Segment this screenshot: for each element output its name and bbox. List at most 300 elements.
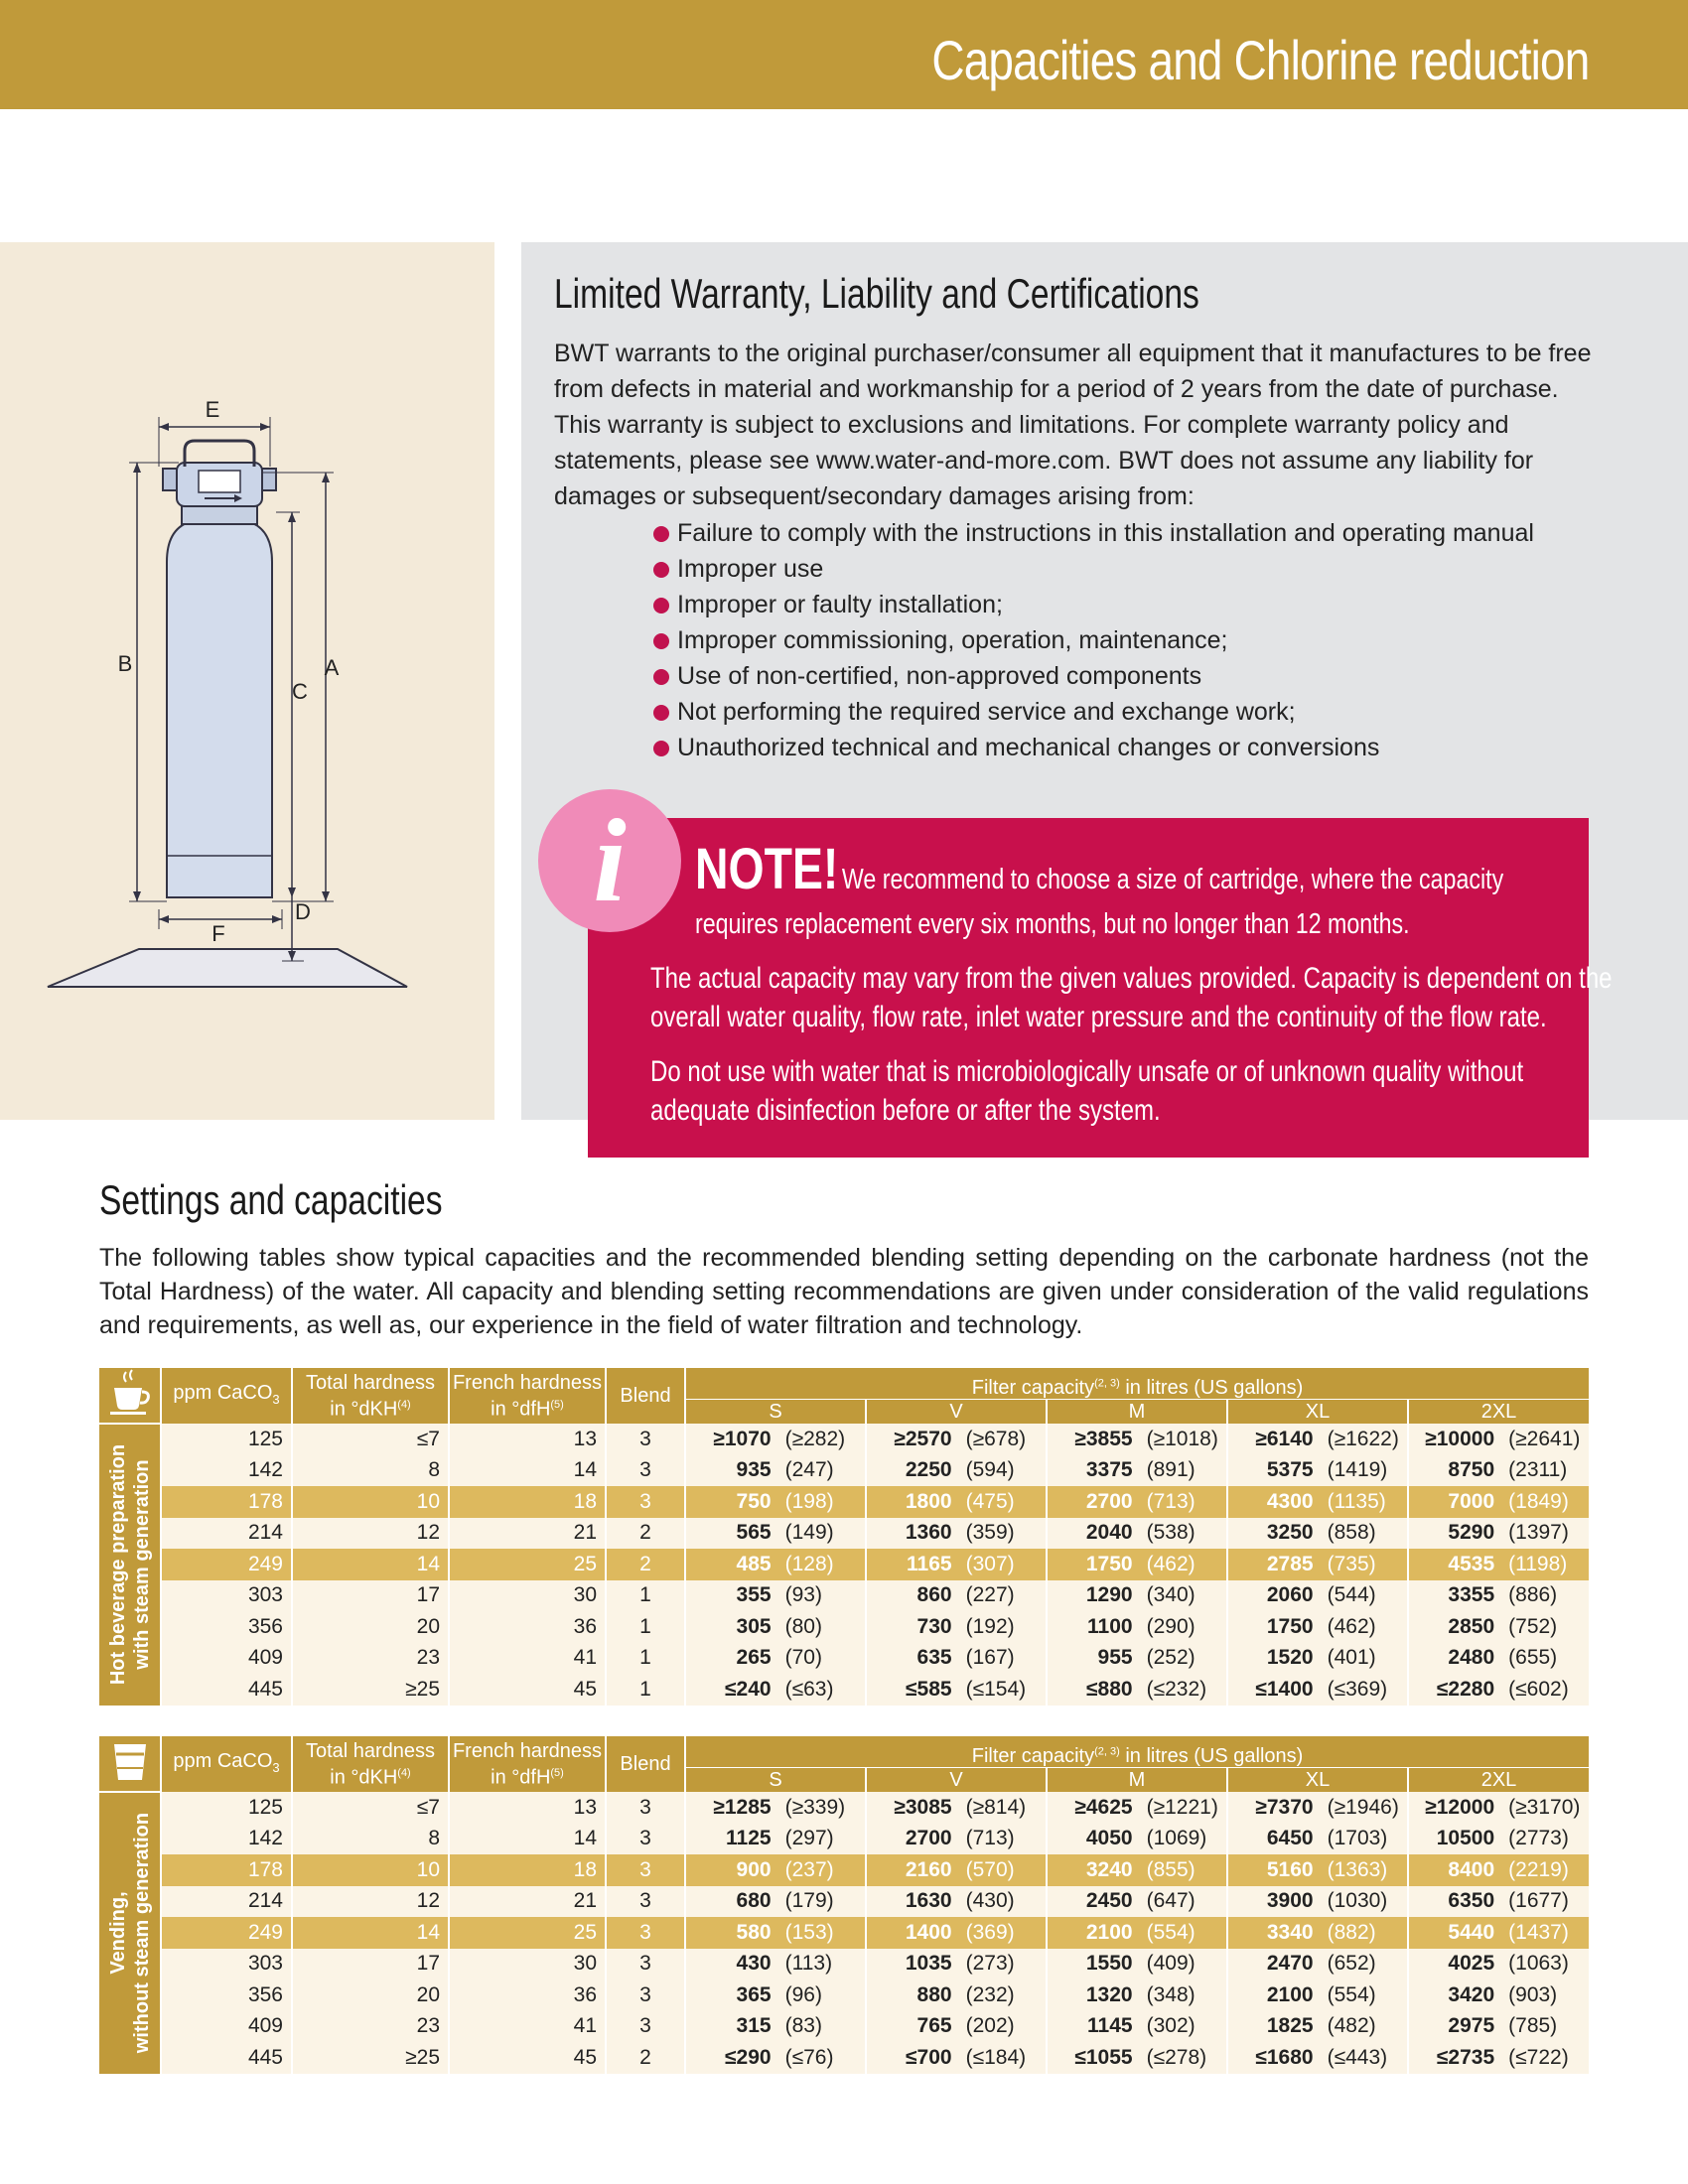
capacity-litres: 1550	[1085, 1952, 1133, 1976]
dkh-cell: ≤7	[292, 1424, 449, 1455]
size-header-m: M	[1047, 1400, 1227, 1424]
capacity-gallons: (≤154)	[965, 1677, 1027, 1701]
capacity-cell	[685, 1518, 866, 1550]
capacity-litres: 860	[916, 1583, 952, 1607]
capacity-cell	[1047, 2011, 1227, 2043]
note-para1-line1: The actual capacity may vary from the given values provided. Capacity is dependent on the	[650, 962, 1613, 995]
capacity-cell	[1227, 1917, 1408, 1949]
capacity-cell	[1047, 1792, 1227, 1824]
capacity-litres: 880	[916, 1982, 952, 2006]
capacity-gallons: (≤63)	[784, 1677, 834, 1701]
capacity-gallons: (1069)	[1146, 1827, 1207, 1850]
side-label-line: Vending,	[106, 1891, 129, 1975]
capacity-litres: ≤1680	[1255, 2045, 1314, 2069]
capacity-litres: 3420	[1448, 1982, 1495, 2006]
capacity-cell	[1047, 1917, 1227, 1949]
blend-cell: 3	[606, 1424, 685, 1455]
capacity-litres: 5375	[1266, 1458, 1314, 1482]
table-row	[99, 1549, 1589, 1580]
capacity-gallons: (≤184)	[965, 2045, 1027, 2069]
capacity-gallons: (647)	[1146, 1889, 1196, 1913]
capacity-cell	[1408, 1792, 1589, 1824]
capacity-litres: 1360	[905, 1521, 952, 1545]
capacity-gallons: (713)	[1146, 1489, 1196, 1513]
capacity-litres: ≥3855	[1074, 1427, 1133, 1450]
ppm-cell: 142	[161, 1824, 292, 1855]
capacity-gallons: (2311)	[1508, 1458, 1568, 1482]
capacity-cell	[866, 1917, 1047, 1949]
capacity-gallons: (855)	[1146, 1857, 1196, 1881]
capacity-cell	[1408, 1549, 1589, 1580]
ppm-cell: 142	[161, 1455, 292, 1487]
capacity-gallons: (1198)	[1508, 1552, 1568, 1575]
bullet-item: Improper use	[653, 551, 1534, 587]
dfh-cell: 36	[449, 1979, 606, 2011]
bullet-item: Improper commissioning, operation, maintenance;	[653, 622, 1534, 658]
capacity-litres: 10500	[1436, 1827, 1495, 1850]
note-line-2: requires replacement every six months, but no longer than 12 months.	[695, 908, 1410, 940]
capacity-litres: 680	[736, 1889, 772, 1913]
bullet-item: Failure to comply with the instructions in this installation and operating manual	[653, 515, 1534, 551]
dfh-cell: 30	[449, 1580, 606, 1612]
bullet-dot-icon	[653, 562, 669, 578]
table-row	[99, 1486, 1589, 1518]
capacity-cell	[685, 1580, 866, 1612]
capacity-gallons: (273)	[965, 1952, 1015, 1976]
capacity-gallons: (1063)	[1508, 1952, 1569, 1976]
dkh-cell: 10	[292, 1854, 449, 1886]
capacity-litres: ≤2735	[1436, 2045, 1495, 2069]
capacity-gallons: (96)	[784, 1982, 822, 2006]
capacity-gallons: (179)	[784, 1889, 834, 1913]
capacity-gallons: (153)	[784, 1920, 834, 1944]
capacity-cell	[1408, 2011, 1589, 2043]
blend-cell: 3	[606, 1486, 685, 1518]
capacity-gallons: (544)	[1327, 1583, 1376, 1607]
capacity-gallons: (903)	[1508, 1982, 1558, 2006]
capacity-litres: ≥1070	[713, 1427, 772, 1450]
capacity-gallons: (149)	[784, 1521, 834, 1545]
capacity-gallons: (≤232)	[1146, 1677, 1207, 1701]
vending-cup-icon	[99, 1736, 161, 1792]
capacity-cell	[1227, 1424, 1408, 1455]
capacity-gallons: (482)	[1327, 2014, 1376, 2038]
capacity-cell	[866, 1949, 1047, 1980]
capacity-litres: ≥10000	[1425, 1427, 1495, 1450]
dkh-cell: 12	[292, 1886, 449, 1918]
capacity-litres: ≤700	[906, 2045, 952, 2069]
capacity-litres: 3355	[1448, 1583, 1495, 1607]
dkh-cell: 23	[292, 2011, 449, 2043]
capacity-cell	[1408, 1580, 1589, 1612]
capacity-gallons: (348)	[1146, 1982, 1196, 2006]
capacity-litres: 2450	[1085, 1889, 1133, 1913]
blend-cell: 3	[606, 1886, 685, 1918]
capacity-gallons: (401)	[1327, 1646, 1376, 1670]
blend-cell: 1	[606, 1674, 685, 1706]
capacity-litres: 1290	[1085, 1583, 1133, 1607]
capacity-litres: 765	[916, 2014, 952, 2038]
capacity-litres: 580	[736, 1920, 772, 1944]
capacity-cell	[866, 1792, 1047, 1824]
ppm-cell: 249	[161, 1549, 292, 1580]
french-hardness-header: French hardness in °dfH$^{(5)}$	[449, 1736, 606, 1792]
capacity-gallons: (167)	[965, 1646, 1015, 1670]
dfh-cell: 14	[449, 1824, 606, 1855]
french-hardness-header: French hardness in °dfH$^{(5)}$	[449, 1368, 606, 1424]
ppm-cell: 214	[161, 1518, 292, 1550]
capacity-gallons: (80)	[784, 1614, 822, 1638]
size-header-v: V	[866, 1400, 1047, 1424]
dfh-cell: 13	[449, 1424, 606, 1455]
capacity-cell	[1047, 1486, 1227, 1518]
capacity-cell	[866, 1854, 1047, 1886]
capacity-cell	[685, 1886, 866, 1918]
size-header-2xl: 2XL	[1408, 1400, 1589, 1424]
capacity-gallons: (≥678)	[965, 1427, 1027, 1450]
capacity-gallons: (785)	[1508, 2014, 1558, 2038]
capacity-table-hot-beverage	[99, 1368, 1589, 1706]
capacity-gallons: (≤76)	[784, 2045, 834, 2069]
settings-title: Settings and capacities	[99, 1176, 443, 1223]
capacity-cell	[1047, 1518, 1227, 1550]
capacity-gallons: (93)	[784, 1583, 822, 1607]
dkh-cell: 23	[292, 1643, 449, 1675]
capacity-litres: 2700	[1085, 1489, 1133, 1513]
capacity-litres: 315	[736, 2014, 772, 2038]
capacity-gallons: (1030)	[1327, 1889, 1388, 1913]
cartridge-dimension-diagram	[0, 242, 494, 1120]
capacity-gallons: (128)	[784, 1552, 834, 1575]
capacity-cell	[1227, 1854, 1408, 1886]
warranty-bullet-list	[653, 515, 1534, 765]
blend-cell: 2	[606, 2042, 685, 2074]
capacity-cell	[1408, 1886, 1589, 1918]
capacity-gallons: (192)	[965, 1614, 1015, 1638]
blend-cell: 3	[606, 1917, 685, 1949]
capacity-cell	[1408, 1486, 1589, 1518]
capacity-cell	[1047, 1549, 1227, 1580]
capacity-litres: 935	[736, 1458, 772, 1482]
capacity-litres: ≤1055	[1074, 2045, 1133, 2069]
dim-label-b: B	[117, 651, 133, 676]
capacity-cell	[1227, 1949, 1408, 1980]
capacity-litres: 3240	[1085, 1857, 1133, 1881]
ppm-cell: 303	[161, 1949, 292, 1980]
note-para2-line2: adequate disinfection before or after the system.	[650, 1094, 1161, 1127]
filter-capacity-header: Filter capacity$^{(2, 3)}$ in litres (US gallons)	[685, 1736, 1589, 1768]
capacity-cell	[685, 1643, 866, 1675]
ppm-cell: 178	[161, 1854, 292, 1886]
capacity-litres: 2160	[905, 1857, 952, 1881]
capacity-gallons: (252)	[1146, 1646, 1196, 1670]
capacity-cell	[866, 1455, 1047, 1487]
capacity-gallons: (359)	[965, 1521, 1015, 1545]
dkh-cell: 20	[292, 1611, 449, 1643]
capacity-gallons: (1363)	[1327, 1857, 1388, 1881]
capacity-gallons: (≤602)	[1508, 1677, 1569, 1701]
dkh-cell: 8	[292, 1455, 449, 1487]
capacity-gallons: (462)	[1327, 1614, 1376, 1638]
capacity-litres: 1825	[1266, 2014, 1314, 2038]
capacity-cell	[1408, 1979, 1589, 2011]
capacity-litres: 1750	[1266, 1614, 1314, 1638]
ppm-cell: 356	[161, 1979, 292, 2011]
capacity-litres: 1145	[1087, 2014, 1133, 2038]
capacity-gallons: (198)	[784, 1489, 834, 1513]
capacity-cell	[866, 1549, 1047, 1580]
capacity-litres: 730	[916, 1614, 952, 1638]
table-row	[99, 1580, 1589, 1612]
capacity-gallons: (1703)	[1327, 1827, 1388, 1850]
capacity-cell	[685, 1854, 866, 1886]
capacity-litres: 900	[736, 1857, 772, 1881]
dim-label-c: C	[292, 679, 308, 704]
blend-cell: 2	[606, 1549, 685, 1580]
table-row	[99, 1949, 1589, 1980]
capacity-gallons: (307)	[965, 1552, 1015, 1575]
table-row	[99, 1824, 1589, 1855]
capacity-cell	[685, 1917, 866, 1949]
capacity-cell	[685, 1455, 866, 1487]
capacity-cell	[1047, 1580, 1227, 1612]
capacity-gallons: (≥3170)	[1508, 1795, 1581, 1819]
capacity-gallons: (1135)	[1327, 1489, 1386, 1513]
capacity-gallons: (≥814)	[965, 1795, 1027, 1819]
capacity-gallons: (570)	[965, 1857, 1015, 1881]
capacity-litres: 1400	[905, 1920, 952, 1944]
total-hardness-header: Total hardness in °dKH$^{(4)}$	[292, 1736, 449, 1792]
capacity-gallons: (1677)	[1508, 1889, 1569, 1913]
capacity-gallons: (369)	[965, 1920, 1015, 1944]
side-label-line: without steam generation	[130, 1813, 153, 2054]
capacity-cell	[685, 1824, 866, 1855]
capacity-gallons: (83)	[784, 2014, 822, 2038]
table-row	[99, 1979, 1589, 2011]
capacity-litres: ≤880	[1086, 1677, 1133, 1701]
capacity-cell	[1047, 1611, 1227, 1643]
capacity-gallons: (538)	[1146, 1521, 1196, 1545]
table-row	[99, 2042, 1589, 2074]
table-row	[99, 2011, 1589, 2043]
capacity-litres: ≥6140	[1255, 1427, 1314, 1450]
total-hardness-header: Total hardness in °dKH$^{(4)}$	[292, 1368, 449, 1424]
capacity-cell	[866, 1486, 1047, 1518]
capacity-gallons: (2773)	[1508, 1827, 1569, 1850]
capacity-litres: ≥7370	[1255, 1795, 1314, 1819]
capacity-litres: 1800	[905, 1489, 952, 1513]
capacity-litres: 2250	[905, 1458, 952, 1482]
capacity-cell	[1047, 1854, 1227, 1886]
capacity-gallons: (290)	[1146, 1614, 1196, 1638]
blend-cell: 3	[606, 1455, 685, 1487]
capacity-litres: 4050	[1085, 1827, 1133, 1850]
capacity-litres: 2060	[1266, 1583, 1314, 1607]
capacity-litres: 750	[736, 1489, 772, 1513]
capacity-litres: 2040	[1085, 1521, 1133, 1545]
capacity-litres: 3900	[1266, 1889, 1314, 1913]
capacity-litres: ≤1400	[1255, 1677, 1314, 1701]
capacity-cell	[685, 1611, 866, 1643]
capacity-gallons: (237)	[784, 1857, 834, 1881]
capacity-gallons: (858)	[1327, 1521, 1376, 1545]
capacity-cell	[685, 1424, 866, 1455]
table-row	[99, 1643, 1589, 1675]
capacity-cell	[866, 1824, 1047, 1855]
capacity-cell	[1227, 1979, 1408, 2011]
capacity-cell	[1227, 2042, 1408, 2074]
capacity-litres: 1125	[726, 1827, 772, 1850]
capacity-litres: 6450	[1266, 1827, 1314, 1850]
capacity-gallons: (≤369)	[1327, 1677, 1388, 1701]
capacity-litres: ≤2280	[1436, 1677, 1495, 1701]
bullet-dot-icon	[653, 633, 669, 649]
capacity-litres: 1630	[905, 1889, 952, 1913]
dfh-cell: 21	[449, 1518, 606, 1550]
blend-cell: 3	[606, 1854, 685, 1886]
capacity-cell	[685, 2011, 866, 2043]
capacity-cell	[866, 1580, 1047, 1612]
capacity-litres: ≤240	[725, 1677, 772, 1701]
capacity-cell	[1227, 1643, 1408, 1675]
capacity-gallons: (891)	[1146, 1458, 1196, 1482]
capacity-litres: 485	[736, 1552, 772, 1575]
dim-label-f: F	[211, 921, 225, 946]
capacity-cell	[1047, 1949, 1227, 1980]
capacity-cell	[866, 2042, 1047, 2074]
capacity-litres: 2100	[1266, 1982, 1314, 2006]
capacity-cell	[1227, 1674, 1408, 1706]
capacity-litres: 430	[736, 1952, 772, 1976]
capacity-litres: ≥3085	[894, 1795, 952, 1819]
capacity-gallons: (475)	[965, 1489, 1015, 1513]
capacity-cell	[1047, 1643, 1227, 1675]
capacity-cell	[1408, 1643, 1589, 1675]
dfh-cell: 36	[449, 1611, 606, 1643]
capacity-gallons: (227)	[965, 1583, 1015, 1607]
dfh-cell: 14	[449, 1455, 606, 1487]
capacity-litres: 1320	[1085, 1982, 1133, 2006]
bullet-item: Unauthorized technical and mechanical changes or conversions	[653, 730, 1534, 765]
capacity-litres: 955	[1097, 1646, 1133, 1670]
blend-cell: 3	[606, 1792, 685, 1824]
bullet-item: Improper or faulty installation;	[653, 587, 1534, 622]
ppm-cell: 303	[161, 1580, 292, 1612]
capacity-gallons: (≥339)	[784, 1795, 846, 1819]
capacity-gallons: (882)	[1327, 1920, 1376, 1944]
dkh-cell: ≥25	[292, 1674, 449, 1706]
capacity-cell	[685, 1949, 866, 1980]
dfh-cell: 41	[449, 1643, 606, 1675]
table-row	[99, 1854, 1589, 1886]
capacity-litres: 3375	[1085, 1458, 1133, 1482]
capacity-cell	[1227, 1611, 1408, 1643]
capacity-cell	[1408, 1854, 1589, 1886]
dim-label-d: D	[295, 899, 311, 924]
blend-cell: 1	[606, 1643, 685, 1675]
bullet-dot-icon	[653, 705, 669, 721]
diagram-panel	[0, 242, 494, 1120]
filter-capacity-header: Filter capacity$^{(2, 3)}$ in litres (US gallons)	[685, 1368, 1589, 1400]
page-title: Capacities and Chlorine reduction	[930, 29, 1589, 91]
capacity-cell	[866, 1611, 1047, 1643]
capacity-cell	[1227, 1518, 1408, 1550]
size-header-xl: XL	[1227, 1400, 1408, 1424]
capacity-litres: 2975	[1448, 2014, 1495, 2038]
capacity-cell	[866, 1674, 1047, 1706]
size-header-xl: XL	[1227, 1768, 1408, 1792]
note-heading: NOTE!	[695, 837, 839, 901]
capacity-gallons: (1437)	[1508, 1920, 1569, 1944]
capacity-cell	[1227, 1455, 1408, 1487]
capacity-litres: ≥1285	[713, 1795, 772, 1819]
blend-cell: 3	[606, 1824, 685, 1855]
capacity-gallons: (1849)	[1508, 1489, 1569, 1513]
capacity-gallons: (≤722)	[1508, 2045, 1569, 2069]
capacity-litres: 635	[916, 1646, 952, 1670]
capacity-gallons: (1397)	[1508, 1521, 1569, 1545]
dkh-cell: 17	[292, 1949, 449, 1980]
blend-cell: 3	[606, 2011, 685, 2043]
capacity-litres: 1035	[905, 1952, 952, 1976]
capacity-cell	[866, 1518, 1047, 1550]
capacity-cell	[685, 1674, 866, 1706]
capacity-cell	[1047, 1674, 1227, 1706]
bullet-dot-icon	[653, 669, 669, 685]
dfh-cell: 18	[449, 1854, 606, 1886]
table-row	[99, 1886, 1589, 1918]
capacity-gallons: (≥1018)	[1146, 1427, 1218, 1450]
dfh-cell: 13	[449, 1792, 606, 1824]
coffee-cup-icon	[99, 1368, 161, 1424]
blend-cell: 3	[606, 1949, 685, 1980]
capacity-litres: 4300	[1266, 1489, 1314, 1513]
capacity-gallons: (2219)	[1508, 1857, 1569, 1881]
capacity-gallons: (594)	[965, 1458, 1015, 1482]
capacity-litres: 1165	[907, 1552, 952, 1575]
capacity-litres: 1750	[1085, 1552, 1133, 1575]
capacity-litres: 3340	[1266, 1920, 1314, 1944]
capacity-litres: 265	[736, 1646, 772, 1670]
capacity-gallons: (554)	[1146, 1920, 1196, 1944]
capacity-gallons: (735)	[1327, 1552, 1376, 1575]
ppm-cell: 409	[161, 1643, 292, 1675]
capacity-gallons: (430)	[965, 1889, 1015, 1913]
capacity-cell	[866, 1886, 1047, 1918]
ppm-header: ppm CaCO$_3$	[161, 1736, 292, 1792]
dkh-cell: ≥25	[292, 2042, 449, 2074]
dkh-cell: 8	[292, 1824, 449, 1855]
capacity-cell	[685, 1979, 866, 2011]
blend-cell: 2	[606, 1518, 685, 1550]
capacity-litres: 365	[736, 1982, 772, 2006]
capacity-litres: 2100	[1085, 1920, 1133, 1944]
table-row	[99, 1917, 1589, 1949]
ppm-cell: 445	[161, 2042, 292, 2074]
bullet-dot-icon	[653, 598, 669, 614]
capacity-cell	[866, 1643, 1047, 1675]
table-body	[99, 1424, 1589, 1706]
capacity-gallons: (655)	[1508, 1646, 1558, 1670]
capacity-litres: 5290	[1448, 1521, 1495, 1545]
dfh-cell: 25	[449, 1917, 606, 1949]
size-header-s: S	[685, 1768, 866, 1792]
capacity-cell	[1408, 1518, 1589, 1550]
capacity-gallons: (232)	[965, 1982, 1015, 2006]
capacity-cell	[1227, 1886, 1408, 1918]
dkh-cell: 20	[292, 1979, 449, 2011]
capacity-litres: 5440	[1448, 1920, 1495, 1944]
